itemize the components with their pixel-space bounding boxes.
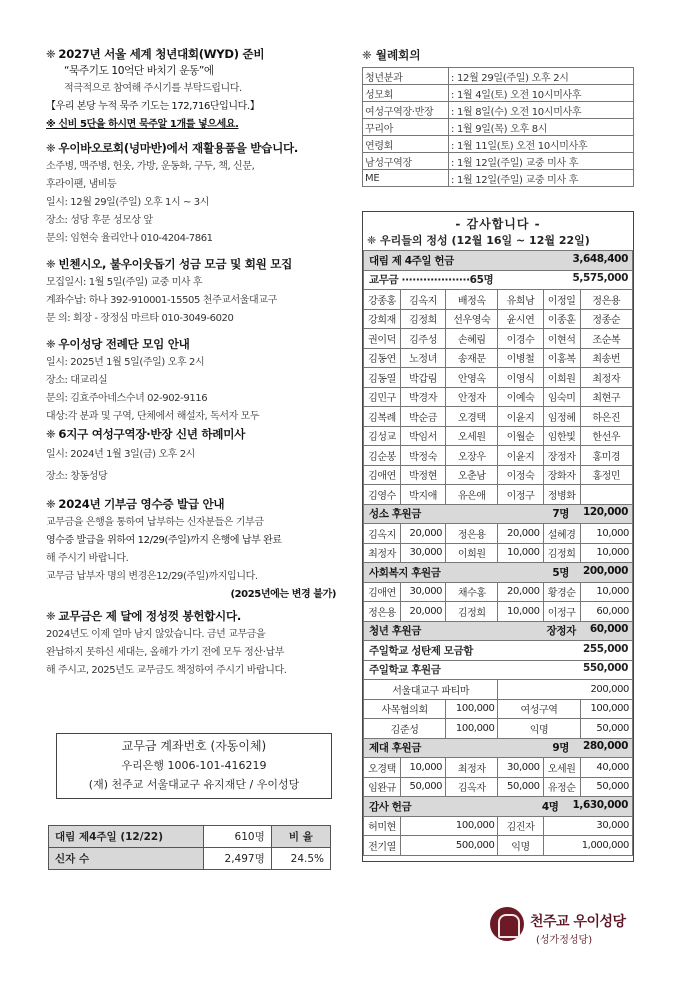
sunday-xmas-cell	[364, 641, 633, 661]
donation-cell: 30,000	[543, 816, 632, 836]
donation-cell: 배정옥	[446, 290, 498, 310]
donation-cell: 30,000	[400, 543, 445, 563]
donation-cell: 하은진	[580, 407, 632, 427]
donation-cell: 오세원	[543, 758, 580, 778]
donation-cell: 임한빛	[543, 426, 580, 446]
donation-cell: 박갑림	[400, 368, 445, 388]
tithe-names-row	[364, 446, 633, 466]
donation-cell: 박경자	[400, 387, 445, 407]
donation-cell: 김진자	[498, 816, 543, 836]
tithe-label: 교무금 ···················	[369, 274, 470, 287]
donation-cell: 500,000	[400, 836, 497, 856]
donation-cell	[580, 485, 632, 505]
advent-label: 대림 제 4주일 헌금	[369, 254, 454, 267]
receipt-p3: (2025년에는 변경 불가)	[230, 589, 336, 600]
donation-cell: 100,000	[400, 816, 497, 836]
donation-cell: 이경수	[498, 329, 543, 349]
vincent-date: 모집일시: 1월 5일(주일) 교중 미사 후	[46, 277, 203, 288]
thanks-box	[362, 211, 634, 862]
meeting-row	[363, 68, 634, 85]
donation-cell: 김준성	[364, 719, 446, 739]
saint-donor-row	[364, 524, 633, 544]
sunday-value: 550,000	[582, 662, 628, 675]
wyd-line2: 적극적으로 참여해 주시기를 부탁드립니다.	[64, 83, 242, 94]
donation-cell: 안영옥	[446, 368, 498, 388]
youth-row-label: 청년 후원금	[369, 625, 421, 638]
donation-cell: 10,000	[498, 602, 543, 622]
meeting-row	[363, 102, 634, 119]
welfare-row	[364, 563, 633, 583]
donation-cell: 조순복	[580, 329, 632, 349]
donation-cell: 이정일	[543, 290, 580, 310]
stats-value3: 2,497명	[203, 848, 271, 870]
meeting-name: 성모회	[363, 85, 449, 102]
altar-place: 장소: 대교리실	[46, 375, 108, 386]
receipt-p1c: 해 주시기 바랍니다.	[46, 553, 129, 564]
youth-row	[364, 621, 633, 641]
donation-cell: 최정자	[364, 543, 401, 563]
altar-row-count: 9명	[552, 742, 569, 755]
donation-cell: 홍정민	[580, 465, 632, 485]
donation-cell: 50,000	[580, 777, 632, 797]
donation-cell: 이정숙	[498, 465, 543, 485]
sunday-xmas-value: 255,000	[582, 642, 628, 655]
tithe-p3: 해 주시고, 2025년도 교무금도 책정하여 주시기 바랍니다.	[46, 665, 287, 676]
recycle-contact: 문의: 임현숙 율리안나 010-4204-7861	[46, 233, 213, 244]
donation-cell: 장화자	[543, 465, 580, 485]
donation-cell: 김옥자	[446, 777, 498, 797]
donation-cell: 이희원	[543, 368, 580, 388]
altar-row	[364, 738, 633, 758]
donation-cell: 정은용	[580, 290, 632, 310]
donation-cell: 50,000	[580, 719, 632, 739]
stats-label1: 대림 제4주일 (12/22)	[49, 826, 204, 848]
account-box	[56, 733, 332, 799]
donation-cell: 100,000	[446, 719, 498, 739]
tithe-names-row	[364, 485, 633, 505]
advent-value: 3,648,400	[572, 252, 628, 265]
stats-value1: 610명	[203, 826, 271, 848]
donation-cell: 정종순	[580, 309, 632, 329]
meeting-info: : 1월 9일(목) 오후 8시	[449, 119, 634, 136]
donation-cell: 이병철	[498, 348, 543, 368]
donation-cell: 60,000	[580, 602, 632, 622]
receipt-p1b: 영수증 발급을 위하여 12/29(주일)까지 은행에 납부 완료	[46, 535, 282, 546]
donation-cell: 김동연	[364, 348, 401, 368]
donation-cell: 최송번	[580, 348, 632, 368]
recycle-title: ❈ 우이바오로회(넝마반)에서 재활용품을 받습니다.	[46, 141, 298, 155]
stats-label3: 신자 수	[49, 848, 204, 870]
donation-cell: 최현구	[580, 387, 632, 407]
donation-cell: 전기열	[364, 836, 401, 856]
donation-cell: 임완규	[364, 777, 401, 797]
sunday-donor-row	[364, 719, 633, 739]
donation-cell: 10,000	[580, 524, 632, 544]
donation-cell: 허미현	[364, 816, 401, 836]
logo-name: 천주교 우이성당	[530, 914, 626, 930]
recycle-items1: 소주병, 맥주병, 헌옷, 가방, 운동화, 구두, 책, 신문,	[46, 161, 255, 172]
meeting-row	[363, 136, 634, 153]
donation-cell: 임정혜	[543, 407, 580, 427]
donation-cell: 여성구역	[498, 699, 580, 719]
donation-cell: 설혜경	[543, 524, 580, 544]
donation-cell: 김옥지	[400, 290, 445, 310]
donation-cell: 200,000	[498, 680, 633, 700]
donation-cell: 김애연	[364, 465, 401, 485]
tithe-names-row	[364, 387, 633, 407]
donation-cell: 오춘남	[446, 465, 498, 485]
donation-cell: 김정희	[543, 543, 580, 563]
youth-row-value: 60,000	[589, 623, 628, 636]
thanks-offering-row-value: 1,630,000	[572, 798, 628, 811]
thanks-offering-row-count: 4명	[541, 800, 559, 813]
meeting-info: : 1월 4일(토) 오전 10시미사후	[449, 85, 634, 102]
meeting-name: 여성구역장·반장	[363, 102, 449, 119]
donation-cell: 김성교	[364, 426, 401, 446]
meeting-row	[363, 170, 634, 187]
attendance-table	[48, 825, 331, 870]
donation-cell: 임숙미	[543, 387, 580, 407]
welfare-row-count: 5명	[552, 566, 569, 579]
logo-sub: (성가정성당)	[536, 935, 593, 946]
parish-logo	[490, 905, 650, 955]
meeting-info: : 1월 8일(수) 오전 10시미사후	[449, 102, 634, 119]
tithe-names-row	[364, 368, 633, 388]
saint-row	[364, 504, 633, 524]
wyd-title: ❈ 2027년 서울 세계 청년대회(WYD) 준비	[46, 47, 265, 61]
donation-cell: 박임서	[400, 426, 445, 446]
sunday-donor-row	[364, 699, 633, 719]
altar-donor-row	[364, 777, 633, 797]
tithe-names-row	[364, 329, 633, 349]
donation-cell: 홍미경	[580, 446, 632, 466]
donation-cell: 20,000	[400, 524, 445, 544]
district-date: 일시: 2024년 1월 3일(금) 오후 2시	[46, 449, 195, 460]
saint-row-value: 120,000	[582, 506, 628, 519]
donation-cell: 익명	[498, 836, 543, 856]
thanks-donor-row	[364, 816, 633, 836]
recycle-date: 일시: 12월 29일(주일) 오후 1시 ~ 3시	[46, 197, 209, 208]
donation-cell: 안정자	[446, 387, 498, 407]
thanks-offering-row-label: 감사 헌금	[369, 800, 412, 813]
donation-cell: 익명	[498, 719, 580, 739]
receipt-title: ❈ 2024년 기부금 영수증 발급 안내	[46, 497, 225, 511]
donation-cell: 100,000	[446, 699, 498, 719]
donation-cell: 서울대교구 파티마	[364, 680, 498, 700]
advent-row	[364, 251, 633, 271]
donation-cell: 김복례	[364, 407, 401, 427]
donation-cell: 이정구	[543, 602, 580, 622]
meeting-name: 꾸리아	[363, 119, 449, 136]
donation-cell: 10,000	[400, 758, 445, 778]
meeting-row	[363, 153, 634, 170]
donation-cell: 10,000	[580, 582, 632, 602]
donation-cell: 50,000	[498, 777, 543, 797]
donation-cell: 40,000	[580, 758, 632, 778]
account-line2: 우리은행 1006-101-416219	[121, 759, 267, 772]
tithe-names-row	[364, 290, 633, 310]
donation-cell: 최정자	[446, 758, 498, 778]
donation-cell: 이정구	[498, 485, 543, 505]
donation-cell: 100,000	[580, 699, 632, 719]
donation-cell: 장정자	[543, 446, 580, 466]
tithe-title: ❈ 교무금은 제 달에 정성껏 봉헌합시다.	[46, 609, 241, 623]
donation-cell: 30,000	[498, 758, 543, 778]
donation-cell: 송재문	[446, 348, 498, 368]
donation-cell: 이희원	[446, 543, 498, 563]
tithe-row	[364, 270, 633, 290]
donation-table	[363, 250, 633, 856]
meeting-info: : 1월 12일(주일) 교중 미사 후	[449, 153, 634, 170]
donation-cell: 김정희	[446, 602, 498, 622]
meeting-row	[363, 85, 634, 102]
meeting-name: 남성구역장	[363, 153, 449, 170]
meetings-table	[362, 67, 634, 187]
youth-row-count: 장정자	[546, 625, 576, 638]
tithe-value: 5,575,000	[572, 272, 628, 285]
welfare-row-cell	[364, 563, 633, 583]
donation-cell: 정은용	[446, 524, 498, 544]
account-line3: (재) 천주교 서울대교구 유지재단 / 우이성당	[88, 778, 300, 791]
donation-cell: 김정희	[400, 309, 445, 329]
donation-cell: 오경택	[364, 758, 401, 778]
tithe-p1: 2024년도 이제 얼마 남지 않았습니다. 금년 교무금을	[46, 629, 266, 640]
meeting-row	[363, 119, 634, 136]
donation-cell: 사목협의회	[364, 699, 446, 719]
donation-cell: 김동열	[364, 368, 401, 388]
stats-value4: 24.5%	[271, 848, 330, 870]
donation-cell: 이영식	[498, 368, 543, 388]
altar-title: ❈ 우이성당 전례단 모임 안내	[46, 337, 190, 351]
welfare-row-value: 200,000	[582, 564, 628, 577]
donation-cell: 박정현	[400, 465, 445, 485]
welfare-donor-row	[364, 582, 633, 602]
meeting-name: ME	[363, 170, 449, 187]
donation-cell: 10,000	[580, 543, 632, 563]
donation-cell: 권이덕	[364, 329, 401, 349]
donation-cell: 강종홍	[364, 290, 401, 310]
tithe-p2: 완납하지 못하신 세대는, 올해가 가기 전에 모두 정산·납부	[46, 647, 284, 658]
donation-cell: 김옥지	[364, 524, 401, 544]
sunday-xmas-label: 주일학교 성탄제 모금함	[369, 644, 473, 657]
donation-cell: 박정숙	[400, 446, 445, 466]
donation-cell: 오세원	[446, 426, 498, 446]
donation-cell: 20,000	[498, 582, 543, 602]
altar-target: 대상:각 분과 및 구역, 단체에서 해설자, 독서자 모두	[46, 411, 260, 422]
donation-cell: 선우영숙	[446, 309, 498, 329]
saint-row-label: 성소 후원금	[369, 508, 421, 521]
sunday-label: 주일학교 후원금	[369, 664, 441, 677]
donation-cell: 손혜림	[446, 329, 498, 349]
donation-cell: 20,000	[498, 524, 543, 544]
sunday-donor-row	[364, 680, 633, 700]
receipt-p1a: 교무금을 은행을 통하여 납부하는 신자분들은 기부금	[46, 517, 264, 528]
donation-cell: 50,000	[400, 777, 445, 797]
stats-label2: 비 율	[271, 826, 330, 848]
sunday-row	[364, 660, 633, 680]
saint-row-count: 7명	[552, 508, 569, 521]
sunday-cell	[364, 660, 633, 680]
meeting-name: 연령회	[363, 136, 449, 153]
donation-cell: 오장우	[446, 446, 498, 466]
district-title: ❈ 6지구 여성구역장·반장 신년 하례미사	[46, 427, 245, 441]
donation-cell: 최정자	[580, 368, 632, 388]
donation-cell: 오경택	[446, 407, 498, 427]
wyd-line4: ※ 신비 5단을 하시면 묵주알 1개를 넣으세요.	[46, 119, 239, 130]
meeting-info: : 12월 29일(주일) 오후 2시	[449, 68, 634, 85]
meeting-info: : 1월 12일(주일) 교중 미사 후	[449, 170, 634, 187]
tithe-count: 65명	[469, 274, 494, 287]
donation-cell: 박순금	[400, 407, 445, 427]
tithe-names-row	[364, 426, 633, 446]
youth-row-cell	[364, 621, 633, 641]
donation-cell: 강희재	[364, 309, 401, 329]
altar-contact: 문의: 김효주아네스수녀 02-902-9116	[46, 393, 208, 404]
vincent-contact: 문 의: 회장 - 장정심 마르타 010-3049-6020	[46, 313, 234, 324]
altar-date: 일시: 2025년 1월 5일(주일) 오후 2시	[46, 357, 205, 368]
vincent-account: 계좌수납: 하나 392-910001-15505 천주교서울대교구	[46, 295, 277, 306]
donation-cell: 이월순	[498, 426, 543, 446]
donation-cell: 김순봉	[364, 446, 401, 466]
donation-cell: 채수홍	[446, 582, 498, 602]
district-place: 장소: 창동성당	[46, 471, 108, 482]
tithe-names-row	[364, 465, 633, 485]
left-column	[46, 46, 336, 680]
sunday-xmas-row	[364, 641, 633, 661]
donation-cell: 이현석	[543, 329, 580, 349]
donation-cell: 윤시연	[498, 309, 543, 329]
recycle-place: 장소: 성당 후문 성모상 앞	[46, 215, 153, 226]
thanks-offering-row	[364, 797, 633, 817]
altar-row-cell	[364, 738, 633, 758]
donation-cell: 30,000	[400, 582, 445, 602]
donation-cell: 정은용	[364, 602, 401, 622]
donation-cell: 김주성	[400, 329, 445, 349]
donation-cell: 정병화	[543, 485, 580, 505]
donation-cell: 이종훈	[543, 309, 580, 329]
donation-cell: 유정순	[543, 777, 580, 797]
donation-cell: 이예숙	[498, 387, 543, 407]
donation-cell: 유희남	[498, 290, 543, 310]
donation-cell: 유은애	[446, 485, 498, 505]
donation-cell: 황경순	[543, 582, 580, 602]
thanks-offering-row-cell	[364, 797, 633, 817]
welfare-row-label: 사회복지 후원금	[369, 566, 441, 579]
thanks-title: - 감사합니다 -	[455, 217, 541, 231]
thanks-donor-row	[364, 836, 633, 856]
tithe-names-row	[364, 309, 633, 329]
account-line1: 교무금 계좌번호 (자동이체)	[121, 739, 267, 753]
welfare-donor-row	[364, 602, 633, 622]
wyd-line1: “묵주기도 10억단 바치기 운동”에	[64, 65, 214, 77]
donation-cell: 1,000,000	[543, 836, 632, 856]
donation-cell: 김영수	[364, 485, 401, 505]
donation-cell: 10,000	[498, 543, 543, 563]
meeting-name: 청년분과	[363, 68, 449, 85]
donation-cell: 한선우	[580, 426, 632, 446]
altar-row-value: 280,000	[582, 740, 628, 753]
tithe-names-row	[364, 407, 633, 427]
donation-cell: 노정녀	[400, 348, 445, 368]
donation-cell: 이윤지	[498, 407, 543, 427]
donation-cell: 이홍복	[543, 348, 580, 368]
donation-cell: 박지애	[400, 485, 445, 505]
saint-donor-row	[364, 543, 633, 563]
donation-cell: 20,000	[400, 602, 445, 622]
vincent-title: ❈ 빈첸시오, 불우이웃돕기 성금 모금 및 회원 모집	[46, 257, 293, 271]
recycle-items2: 후라이팬, 냄비등	[46, 179, 117, 190]
tithe-names-row	[364, 348, 633, 368]
saint-row-cell	[364, 504, 633, 524]
thanks-period: ❈ 우리들의 정성 (12월 16일 ~ 12월 22일)	[367, 234, 590, 247]
meeting-info: : 1월 11일(토) 오전 10시미사후	[449, 136, 634, 153]
wyd-line3: 【우리 본당 누적 묵주 기도는 172,716단입니다.】	[46, 101, 260, 112]
parish-seal-icon	[490, 907, 524, 941]
donation-cell: 김민구	[364, 387, 401, 407]
donation-cell: 김애연	[364, 582, 401, 602]
receipt-p2: 교무금 납부자 명의 변경은12/29(주일)까지입니다.	[46, 571, 258, 582]
meetings-title: ❈ 월례회의	[362, 48, 421, 62]
altar-donor-row	[364, 758, 633, 778]
altar-row-label: 제대 후원금	[369, 742, 421, 755]
donation-cell: 이윤지	[498, 446, 543, 466]
